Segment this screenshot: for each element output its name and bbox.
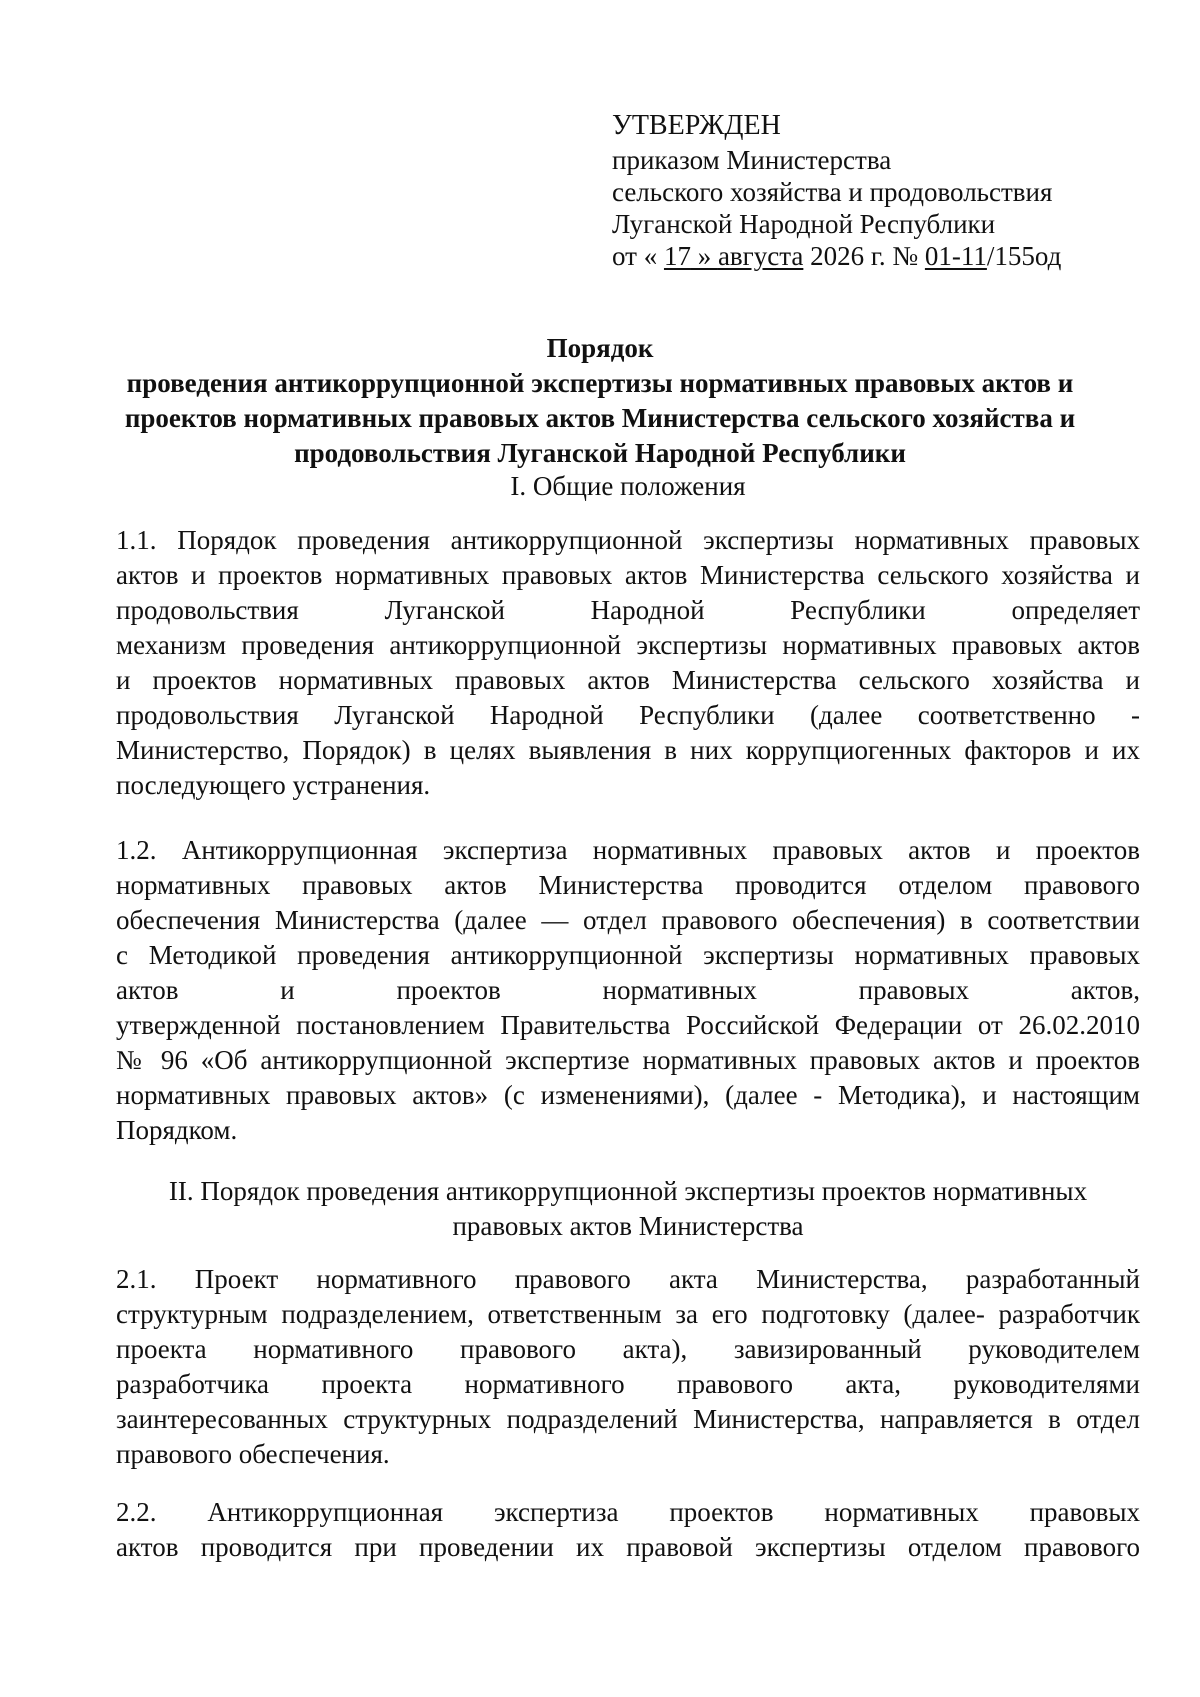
order-number-rest: /155од	[986, 241, 1062, 271]
document-title	[116, 331, 1084, 471]
date-mid-2: 2026 г. №	[803, 241, 925, 271]
date-month: августа	[717, 241, 804, 271]
date-mid-1: »	[690, 241, 718, 271]
approval-date-line	[612, 240, 1172, 272]
approval-line-2: сельского хозяйства и продовольствия	[612, 177, 1053, 207]
section-1-heading: I. Общие положения	[510, 471, 746, 501]
paragraph-2-1: 2.1. Проект нормативного правового акта Министерства, разработанный структурным подразделением, ответственным за его подготовку (далее- разработчик проекта нормативного правового акта), завизированный руководителем разработчика проекта нормативного правового акта, руководителями заинтересованных структурных подразделений Министерства, направляется в отдел правового обеспечения.	[116, 1264, 1140, 1469]
title-line-4: продовольствия Луганской Народной Республики	[294, 438, 906, 468]
paragraph-2-2: 2.2. Антикоррупционная экспертиза проектов нормативных правовых актов проводится при проведении их правовой экспертизы отделом правового	[116, 1497, 1140, 1562]
paragraph-1-1: 1.1. Порядок проведения антикоррупционной экспертизы нормативных правовых актов и проектов нормативных правовых актов Министерства сельского хозяйства и продовольствия Луганской Народной Республики определяет механизм проведения антикоррупционной экспертизы нормативных правовых актов и проектов нормативных правовых актов Министерства сельского хозяйства и продовольствия Луганской Народной Республики (далее соответственно - Министерство, Порядок) в целях выявления в них коррупциогенных факторов и их последующего устранения.	[116, 525, 1140, 800]
title-line-3: проектов нормативных правовых актов Министерства сельского хозяйства и	[124, 403, 1076, 433]
approval-block	[612, 108, 1172, 272]
title-line-2: проведения антикоррупционной экспертизы нормативных правовых актов и	[126, 368, 1074, 398]
date-day: 17	[663, 241, 691, 271]
approval-line-1: приказом Министерства	[612, 145, 892, 175]
section-2-heading: II. Порядок проведения антикоррупционной экспертизы проектов нормативных правовых актов Министерства	[168, 1176, 1088, 1241]
approval-line-3: Луганской Народной Республики	[612, 209, 996, 239]
approval-title: УТВЕРЖДЕН	[612, 110, 781, 141]
paragraph-1-2: 1.2. Антикоррупционная экспертиза нормативных правовых актов и проектов нормативных правовых актов Министерства проводится отделом правового обеспечения Министерства (далее — отдел правового обеспечения) в соответствии с Методикой проведения антикоррупционной экспертизы нормативных правовых актов и проектов нормативных правовых актов, утвержденной постановлением Правительства Российской Федерации от 26.02.2010 № 96 «Об антикоррупционной экспертизе нормативных правовых актов и проектов нормативных правовых актов» (с изменениями), (далее - Методика), и настоящим Порядком.	[116, 835, 1140, 1145]
date-prefix: от «	[612, 241, 664, 271]
title-line-1: Порядок	[546, 333, 654, 363]
order-number: 01-11	[924, 241, 987, 271]
